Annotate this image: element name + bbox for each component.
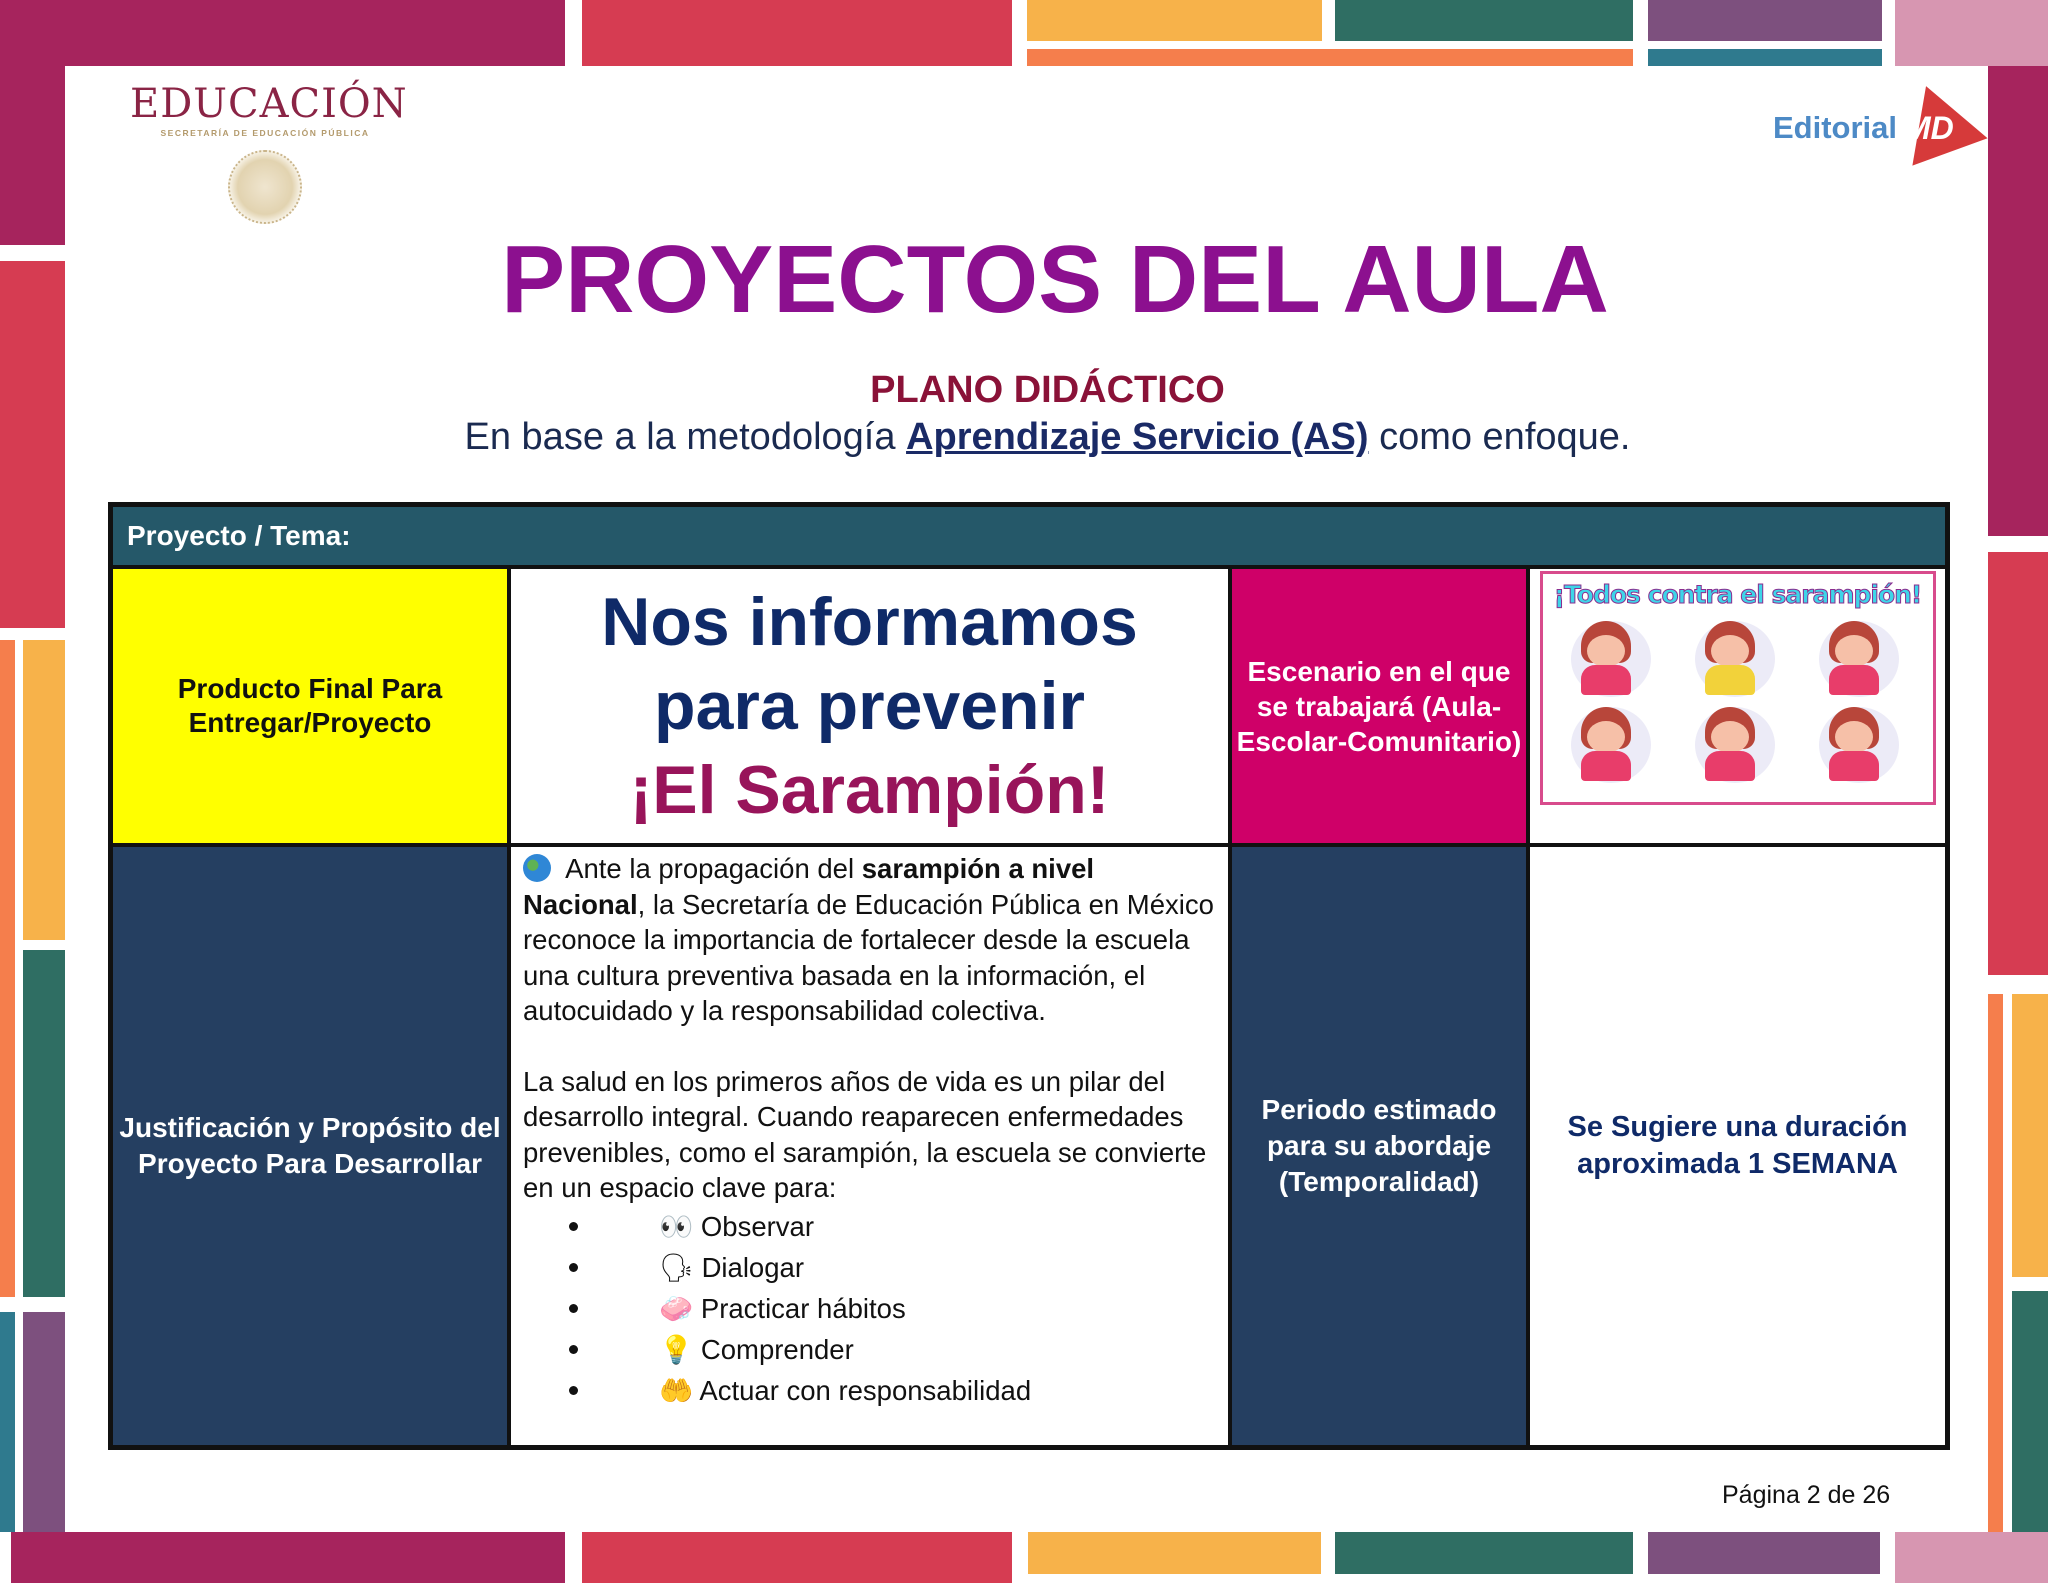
list-item xyxy=(523,1247,1031,1288)
bullet-icon xyxy=(569,1386,578,1395)
methodology-suffix: como enfoque. xyxy=(1368,416,1631,458)
measles-poster-image xyxy=(1540,571,1936,805)
project-name-line1: Nos informamos xyxy=(601,584,1138,660)
frame-top-orange xyxy=(1027,49,1633,66)
duration-value: Se Sugiere una duración aproximada 1 SEMANA xyxy=(1528,845,1947,1447)
soap-icon: 🧼 xyxy=(659,1292,694,1324)
bullet-icon xyxy=(569,1222,578,1231)
poster-title: ¡Todos contra el sarampión! xyxy=(1553,580,1922,609)
period-label: Periodo estimado para su abordaje (Temporalidad) xyxy=(1230,845,1528,1447)
frame-bottom-red xyxy=(582,1532,1012,1583)
table-header: Proyecto / Tema: xyxy=(111,505,1947,567)
globe-icon xyxy=(523,854,551,882)
sep-subtitle: SECRETARÍA DE EDUCACIÓN PÚBLICA xyxy=(160,128,370,138)
list-item xyxy=(523,1329,1031,1370)
light-bulb-icon: 💡 xyxy=(659,1333,694,1365)
sep-logo xyxy=(130,81,408,224)
frame-bottom-green xyxy=(1335,1532,1633,1574)
bullet-icon xyxy=(569,1263,578,1272)
girl-sore-throat-illustration xyxy=(1677,615,1799,699)
p1-bold: sarampión a nivel Nacional xyxy=(523,853,1095,920)
frame-right-orange xyxy=(1988,994,2003,1532)
methodology-line xyxy=(0,416,2048,459)
justification-label: Justificación y Propósito del Proyecto Para Desarrollar xyxy=(111,845,509,1447)
frame-bottom-yellow xyxy=(1028,1532,1321,1574)
frame-right-yellow xyxy=(2012,994,2048,1277)
speaking-head-icon: 🗣 xyxy=(659,1251,694,1283)
national-seal-icon xyxy=(228,150,302,224)
list-item-label: Observar xyxy=(700,1210,814,1242)
frame-bottom-purple xyxy=(1648,1532,1880,1574)
p1-text-a: Ante la propagación del xyxy=(559,853,862,884)
final-product-label: Producto Final Para Entregar/Proyecto xyxy=(111,567,509,845)
list-item-label: Actuar con responsabilidad xyxy=(699,1374,1032,1406)
editorial-md-logo xyxy=(1770,80,1970,160)
publisher-mark: MD xyxy=(1904,110,1954,146)
page-number: Página 2 de 26 xyxy=(1722,1481,1891,1509)
scenario-label: Escenario en el que se trabajará (Aula-Escolar-Comunitario) xyxy=(1230,567,1528,845)
frame-left-yellow xyxy=(23,640,65,940)
frame-right-green xyxy=(2012,1291,2048,1532)
justification-paragraph-1 xyxy=(523,851,1218,1029)
girl-fever-illustration xyxy=(1553,615,1675,699)
frame-left-teal xyxy=(0,1312,15,1532)
girl-cough-illustration xyxy=(1677,701,1799,785)
section-heading: PLANO DIDÁCTICO xyxy=(870,369,1225,411)
project-name-line3: ¡El Sarampión! xyxy=(629,752,1110,828)
frame-top-teal xyxy=(1648,49,1882,66)
didactic-plan-table xyxy=(108,502,1950,1450)
list-item-label: Dialogar xyxy=(701,1251,804,1283)
p1-text-b: , la Secretaría de Educación Pública en México reconoce la importancia de fortalecer desde la escuela una cultura preventiva basada en la información, el autocuidado y la responsabilidad colectiva. xyxy=(523,888,1214,1026)
measles-poster-cell xyxy=(1528,567,1947,845)
frame-top-purple xyxy=(1648,0,1882,41)
frame-bottom-magenta xyxy=(11,1532,565,1583)
project-name-line2: para prevenir xyxy=(654,668,1085,744)
bullet-icon xyxy=(569,1345,578,1354)
list-item xyxy=(523,1370,1031,1411)
frame-top-red xyxy=(582,0,1012,66)
list-item xyxy=(523,1206,1031,1247)
list-item xyxy=(523,1288,1031,1329)
project-name-cell xyxy=(509,567,1230,845)
frame-top-green xyxy=(1335,0,1633,41)
frame-top-pink xyxy=(1895,0,2048,66)
frame-right-red xyxy=(1988,552,2048,975)
frame-top-yellow xyxy=(1027,0,1322,41)
methodology-link[interactable]: Aprendizaje Servicio (AS) xyxy=(906,416,1369,458)
list-item-label: Comprender xyxy=(700,1333,854,1365)
justification-paragraph-2: La salud en los primeros años de vida es un pilar del desarrollo integral. Cuando reaparecen enfermedades prevenibles, como el sarampión, la escuela se convierte en un espacio clave para: xyxy=(523,1065,1207,1203)
page-title: PROYECTOS DEL AULA xyxy=(501,226,1609,333)
methodology-prefix: En base a la metodología xyxy=(464,416,907,458)
list-item-label: Practicar hábitos xyxy=(700,1292,906,1324)
symptom-illustrations xyxy=(1543,609,1933,785)
eyes-icon: 👀 xyxy=(659,1210,694,1242)
girl-malaise-illustration xyxy=(1801,701,1923,785)
publisher-word: Editorial xyxy=(1773,110,1898,145)
bullet-icon xyxy=(569,1304,578,1313)
justification-body xyxy=(509,845,1230,1447)
girl-sneeze-illustration xyxy=(1801,615,1923,699)
activities-list xyxy=(523,1206,1031,1411)
frame-left-purple xyxy=(23,1312,65,1532)
open-hands-icon: 🤲 xyxy=(659,1374,694,1406)
frame-left-green xyxy=(23,950,65,1297)
sep-wordmark: EDUCACIÓN xyxy=(130,81,408,127)
frame-bottom-pink xyxy=(1895,1532,2048,1583)
girl-rash-illustration xyxy=(1553,701,1675,785)
frame-left-orange xyxy=(0,640,15,1297)
